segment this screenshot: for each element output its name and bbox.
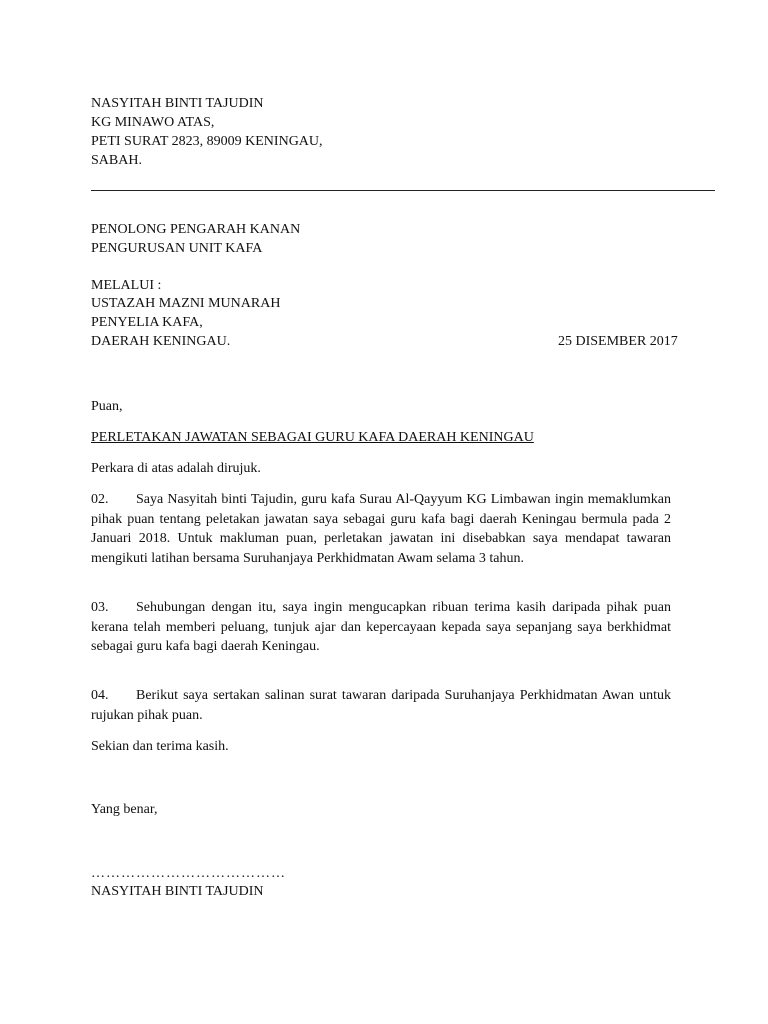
- paragraph-03: [91, 598, 671, 657]
- signoff: Yang benar,: [91, 802, 158, 817]
- reference-line: Perkara di atas adalah dirujuk.: [91, 461, 261, 476]
- sender-name: NASYITAH BINTI TAJUDIN: [91, 96, 264, 111]
- letter-date: 25 DISEMBER 2017: [558, 334, 678, 349]
- via-line-2: PENYELIA KAFA,: [91, 315, 203, 330]
- via-line-3: DAERAH KENINGAU.: [91, 334, 231, 349]
- paragraph-text: Sehubungan dengan itu, saya ingin mengucapkan ribuan terima kasih daripada pihak puan kerana telah memberi peluang, tunjuk ajar dan kepercayaan kepada saya sepanjang saya berkhidmat sebagai guru kafa bagi daerah Keningau.: [91, 600, 671, 654]
- via-line-1: USTAZAH MAZNI MUNARAH: [91, 296, 281, 311]
- paragraph-04: [91, 686, 671, 725]
- header-divider: [91, 190, 715, 191]
- paragraph-number: 04.: [91, 688, 109, 703]
- paragraph-number: 03.: [91, 600, 109, 615]
- signature-line: …………………………………: [91, 866, 286, 881]
- signer-name: NASYITAH BINTI TAJUDIN: [91, 884, 264, 899]
- salutation: Puan,: [91, 399, 123, 414]
- recipient-line-1: PENOLONG PENGARAH KANAN: [91, 222, 301, 237]
- recipient-line-2: PENGURUSAN UNIT KAFA: [91, 241, 263, 256]
- sender-address-line-2: PETI SURAT 2823, 89009 KENINGAU,: [91, 134, 323, 149]
- via-label: MELALUI :: [91, 278, 162, 293]
- paragraph-text: Berikut saya sertakan salinan surat tawaran daripada Suruhanjaya Perkhidmatan Awan untuk rujukan pihak puan.: [91, 688, 671, 723]
- sender-address-line-3: SABAH.: [91, 153, 142, 168]
- closing-line: Sekian dan terima kasih.: [91, 739, 229, 754]
- paragraph-number: 02.: [91, 492, 109, 507]
- subject-line: PERLETAKAN JAWATAN SEBAGAI GURU KAFA DAERAH KENINGAU: [91, 430, 534, 445]
- paragraph-02: [91, 490, 671, 568]
- sender-address-line-1: KG MINAWO ATAS,: [91, 115, 215, 130]
- paragraph-text: Saya Nasyitah binti Tajudin, guru kafa Surau Al-Qayyum KG Limbawan ingin memaklumkan pihak puan tentang peletakan jawatan saya sebagai guru kafa bagi daerah Keningau bermula pada 2 Januari 2018. Untuk makluman puan, perletakan jawatan ini disebabkan saya mendapat tawaran mengikuti latihan bersama Suruhanjaya Perkhidmatan Awam selama 3 tahun.: [91, 492, 671, 566]
